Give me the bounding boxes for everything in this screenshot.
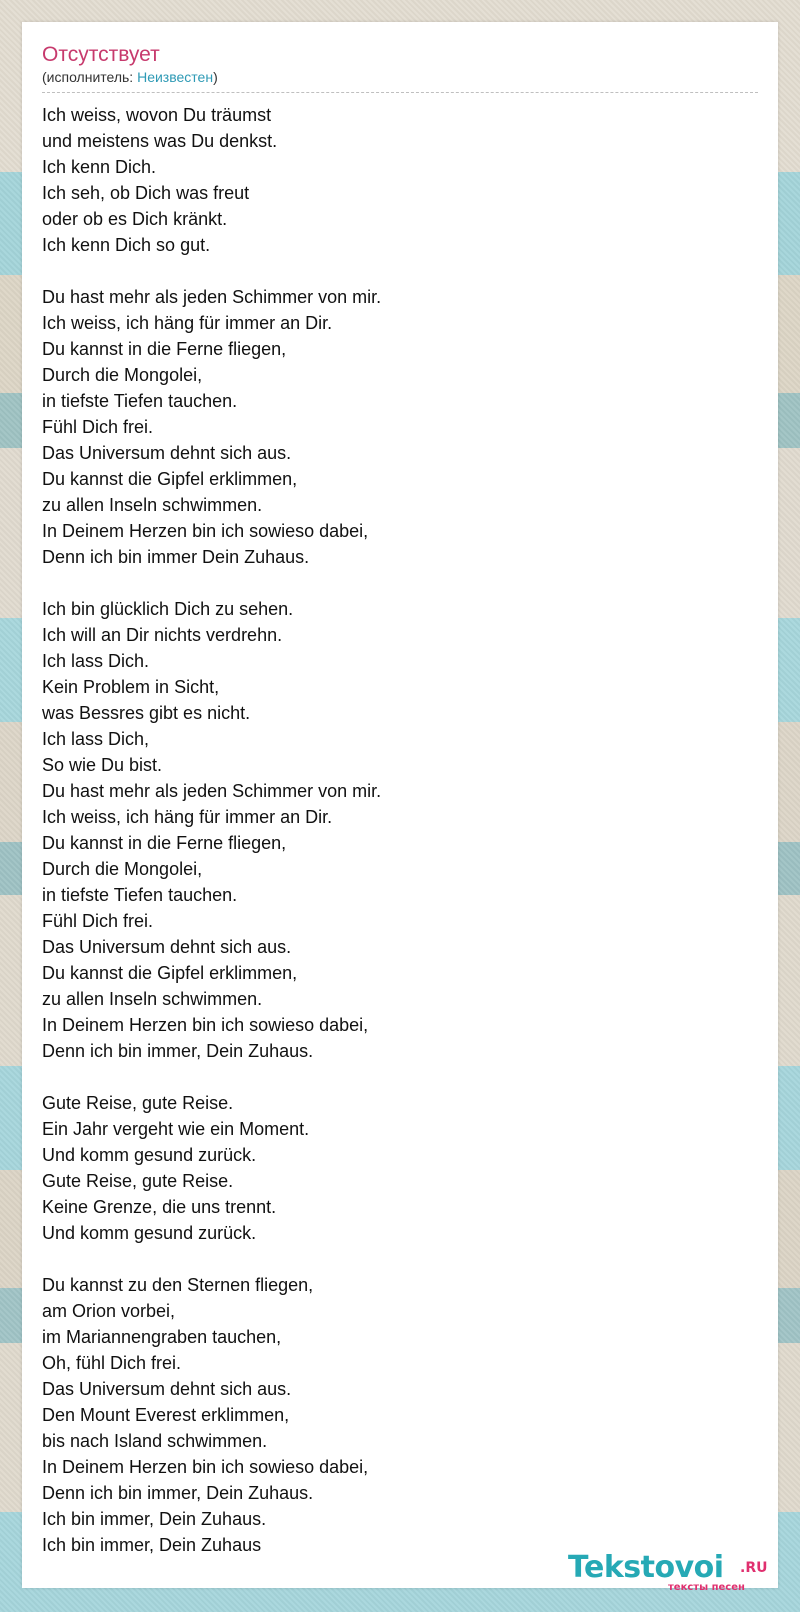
lyric-line: in tiefste Tiefen tauchen.	[42, 391, 238, 411]
header-divider	[42, 92, 758, 93]
lyric-line: Du kannst zu den Sternen fliegen,	[42, 1275, 314, 1295]
stanza-gap	[42, 1064, 758, 1090]
lyrics-card	[22, 22, 778, 1593]
artist-prefix: (исполнитель:	[42, 69, 138, 85]
lyric-line: Ich bin glücklich Dich zu sehen.	[42, 599, 294, 619]
lyric-line: Ich bin immer, Dein Zuhaus.	[42, 1509, 267, 1529]
lyric-line: Ich weiss, ich häng für immer an Dir.	[42, 313, 333, 333]
stanza-gap	[42, 570, 758, 596]
lyric-line: Gute Reise, gute Reise.	[42, 1171, 234, 1191]
lyric-line: Du kannst die Gipfel erklimmen,	[42, 963, 298, 983]
lyric-line: So wie Du bist.	[42, 755, 163, 775]
lyric-line: Keine Grenze, die uns trennt.	[42, 1197, 277, 1217]
logo-tld: .RU	[740, 1560, 768, 1576]
lyric-line: Ein Jahr vergeht wie ein Moment.	[42, 1119, 310, 1139]
site-logo[interactable]	[568, 1550, 768, 1600]
lyric-line: Denn ich bin immer, Dein Zuhaus.	[42, 1483, 314, 1503]
lyric-line: Ich will an Dir nichts verdrehn.	[42, 625, 283, 645]
lyric-line: Du hast mehr als jeden Schimmer von mir.	[42, 781, 382, 801]
lyric-line: Gute Reise, gute Reise.	[42, 1093, 234, 1113]
lyrics-text	[42, 102, 758, 1558]
lyric-line: Ich weiss, ich häng für immer an Dir.	[42, 807, 333, 827]
logo-wordmark: Tekstovoi	[568, 1550, 724, 1585]
lyric-line: Du hast mehr als jeden Schimmer von mir.	[42, 287, 382, 307]
lyric-line: Du kannst die Gipfel erklimmen,	[42, 469, 298, 489]
lyric-line: Und komm gesund zurück.	[42, 1223, 257, 1243]
lyric-line: zu allen Inseln schwimmen.	[42, 495, 263, 515]
lyric-line: in tiefste Tiefen tauchen.	[42, 885, 238, 905]
lyric-line: Ich kenn Dich so gut.	[42, 235, 211, 255]
lyric-line: Ich seh, ob Dich was freut	[42, 183, 250, 203]
lyric-line: zu allen Inseln schwimmen.	[42, 989, 263, 1009]
stanza-gap	[42, 1246, 758, 1272]
lyric-line: Kein Problem in Sicht,	[42, 677, 220, 697]
lyric-line: im Mariannengraben tauchen,	[42, 1327, 282, 1347]
lyric-line: Du kannst in die Ferne fliegen,	[42, 339, 287, 359]
lyric-line: Denn ich bin immer, Dein Zuhaus.	[42, 1041, 314, 1061]
lyric-line: Fühl Dich frei.	[42, 911, 154, 931]
lyric-line: oder ob es Dich kränkt.	[42, 209, 228, 229]
lyric-line: In Deinem Herzen bin ich sowieso dabei,	[42, 521, 369, 541]
lyric-line: Ich bin immer, Dein Zuhaus	[42, 1535, 262, 1555]
lyric-line: Du kannst in die Ferne fliegen,	[42, 833, 287, 853]
lyric-line: Das Universum dehnt sich aus.	[42, 443, 292, 463]
logo-tagline: тексты песен	[668, 1582, 745, 1593]
lyric-line: Den Mount Everest erklimmen,	[42, 1405, 290, 1425]
lyric-line: bis nach Island schwimmen.	[42, 1431, 268, 1451]
lyric-line: Ich lass Dich.	[42, 651, 150, 671]
lyric-line: Durch die Mongolei,	[42, 859, 203, 879]
lyric-line: und meistens was Du denkst.	[42, 131, 278, 151]
lyric-line: Fühl Dich frei.	[42, 417, 154, 437]
lyric-line: Oh, fühl Dich frei.	[42, 1353, 182, 1373]
lyric-line: Und komm gesund zurück.	[42, 1145, 257, 1165]
lyric-line: In Deinem Herzen bin ich sowieso dabei,	[42, 1457, 369, 1477]
stanza-gap	[42, 258, 758, 284]
lyric-line: am Orion vorbei,	[42, 1301, 176, 1321]
song-header	[42, 42, 758, 86]
artist-link[interactable]: Неизвестен	[137, 69, 214, 85]
lyric-line: was Bessres gibt es nicht.	[42, 703, 251, 723]
lyric-line: Denn ich bin immer Dein Zuhaus.	[42, 547, 310, 567]
lyric-line: Das Universum dehnt sich aus.	[42, 1379, 292, 1399]
artist-suffix: )	[213, 69, 218, 85]
artist-line	[42, 68, 758, 86]
lyric-line: Ich weiss, wovon Du träumst	[42, 105, 272, 125]
lyric-line: In Deinem Herzen bin ich sowieso dabei,	[42, 1015, 369, 1035]
lyric-line: Ich kenn Dich.	[42, 157, 157, 177]
lyric-line: Das Universum dehnt sich aus.	[42, 937, 292, 957]
lyric-line: Ich lass Dich,	[42, 729, 150, 749]
lyric-line: Durch die Mongolei,	[42, 365, 203, 385]
song-title: Отсутствует	[42, 43, 160, 66]
